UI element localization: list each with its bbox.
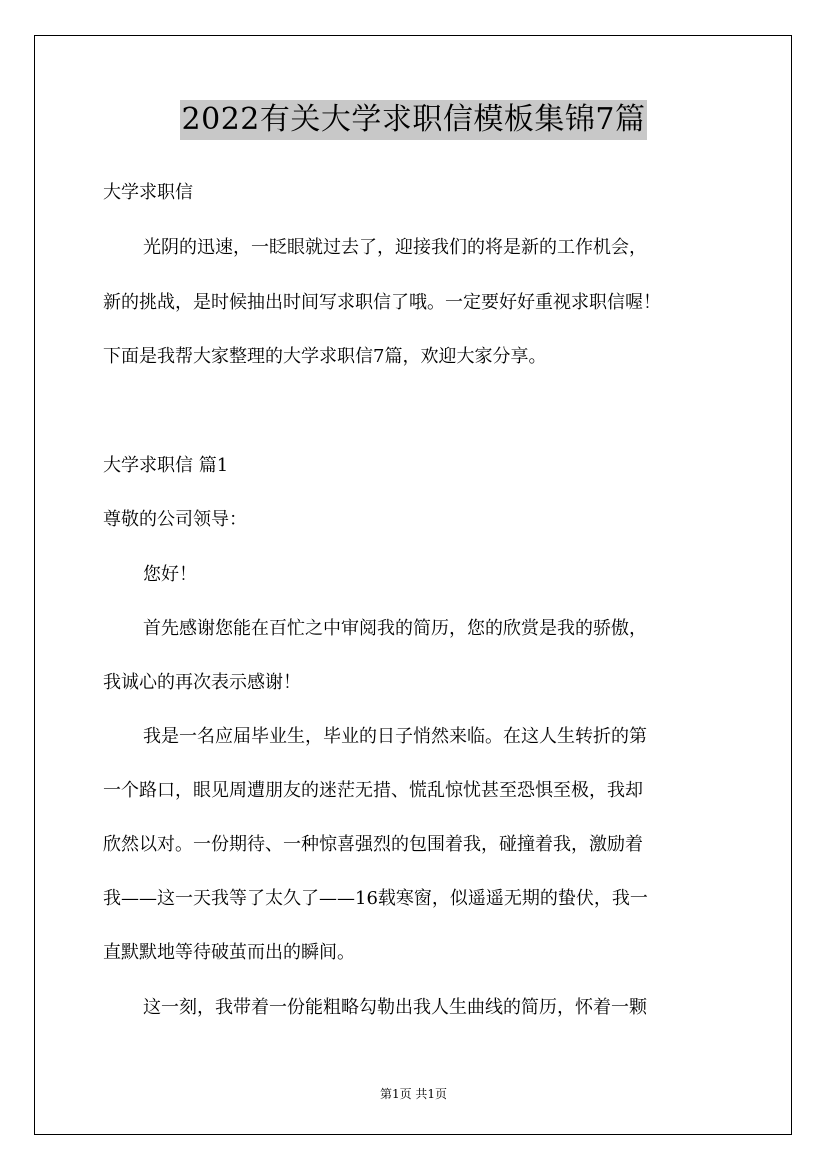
- page-footer: 第1页 共1页: [379, 1087, 448, 1101]
- letter-heading: 大学求职信 篇1: [103, 455, 229, 476]
- paragraph-line: 直默默地等待破茧而出的瞬间。: [103, 942, 355, 963]
- paragraph-line: 欣然以对。一份期待、一种惊喜强烈的包围着我，碰撞着我，激励着: [103, 834, 643, 855]
- section-heading: 大学求职信: [103, 182, 193, 203]
- paragraph-line: 下面是我帮大家整理的大学求职信7篇，欢迎大家分享。: [103, 346, 547, 367]
- paragraph-line: 我——这一天我等了太久了——16载寒窗，似遥遥无期的蛰伏，我一: [103, 888, 648, 909]
- paragraph-line: 我诚心的再次表示感谢！: [103, 672, 301, 693]
- paragraph-line: 光阴的迅速，一眨眼就过去了，迎接我们的将是新的工作机会，: [143, 237, 647, 258]
- salutation: 尊敬的公司领导：: [103, 509, 247, 530]
- paragraph-line: 我是一名应届毕业生，毕业的日子悄然来临。在这人生转折的第: [143, 726, 647, 747]
- document-title: 2022有关大学求职信模板集锦7篇: [180, 100, 648, 140]
- paragraph-line: 一个路口，眼见周遭朋友的迷茫无措、慌乱惊忧甚至恐惧至极，我却: [103, 780, 643, 801]
- title-container: [0, 100, 827, 140]
- paragraph-line: 首先感谢您能在百忙之中审阅我的简历，您的欣赏是我的骄傲，: [143, 618, 647, 639]
- greeting: 您好！: [143, 564, 197, 585]
- paragraph-line: 新的挑战，是时候抽出时间写求职信了哦。一定要好好重视求职信喔！: [103, 292, 661, 313]
- paragraph-line: 这一刻，我带着一份能粗略勾勒出我人生曲线的简历，怀着一颗: [143, 997, 647, 1018]
